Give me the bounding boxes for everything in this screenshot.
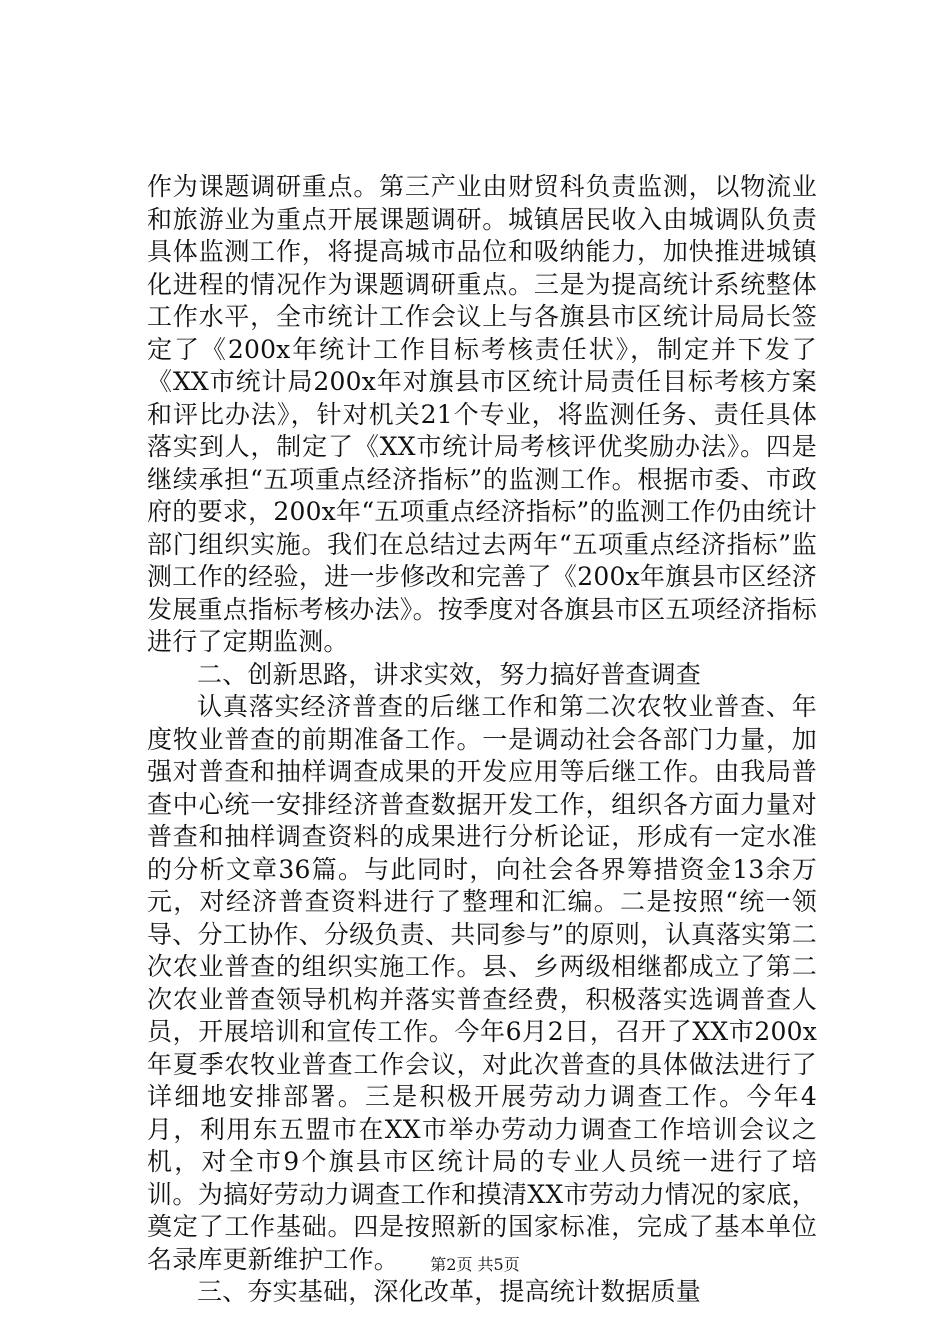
- section-heading: 二、创新思路，讲求实效，努力搞好普查调查: [197, 659, 702, 689]
- document-body: [147, 171, 817, 1309]
- page-footer: 第2页 共5页: [430, 1255, 520, 1274]
- body-paragraph: 作为课题调研重点。第三产业由财贸科负责监测，以物流业和旅游业为重点开展课题调研。城镇居民收入由城调队负责具体监测工作，将提高城市品位和吸纳能力，加快推进城镇化进程的情况作为课题调研重点。三是为提高统计系统整体工作水平，全市统计工作会议上与各旗县市区统计局局长签定了《200x年统计工作目标考核责任状》，制定并下发了《XX市统计局200x年对旗县市区统计局责任目标考核方案和评比办法》，针对机关21个专业，将监测任务、责任具体落实到人，制定了《XX市统计局考核评优奖励办法》。四是继续承担“五项重点经济指标”的监测工作。根据市委、市政府的要求，200x年“五项重点经济指标”的监测工作仍由统计部门组织实施。我们在总结过去两年“五项重点经济指标”监测工作的经验，进一步修改和完善了《200x年旗县市区经济发展重点指标考核办法》。按季度对各旗县市区五项经济指标进行了定期监测。: [147, 172, 817, 656]
- section-heading: 三、夯实基础，深化改革，提高统计数据质量: [197, 1277, 702, 1306]
- body-paragraph: 认真落实经济普查的后继工作和第二次农牧业普查、年度牧业普查的前期准备工作。一是调动社会各部门力量，加强对普查和抽样调查成果的开发应用等后继工作。由我局普查中心统一安排经济普查数据开发工作，组织各方面力量对普查和抽样调查资料的成果进行分析论证，形成有一定水准的分析文章36篇。与此同时，向社会各界筹措资金13余万元，对经济普查资料进行了整理和汇编。二是按照“统一领导、分工协作、分级负责、共同参与”的原则，认真落实第二次农业普查的组织实施工作。县、乡两级相继都成立了第二次农业普查领导机构并落实普查经费，积极落实选调普查人员，开展培训和宣传工作。今年6月2日，召开了XX市200x年夏季农牧业普查工作会议，对此次普查的具体做法进行了详细地安排部署。三是积极开展劳动力调查工作。今年4月，利用东五盟市在XX市举办劳动力调查工作培训会议之机，对全市9个旗县市区统计局的专业人员统一进行了培训。为搞好劳动力调查工作和摸清XX市劳动力情况的家底，奠定了工作基础。四是按照新的国家标准，完成了基本单位名录库更新维护工作。: [147, 692, 817, 1274]
